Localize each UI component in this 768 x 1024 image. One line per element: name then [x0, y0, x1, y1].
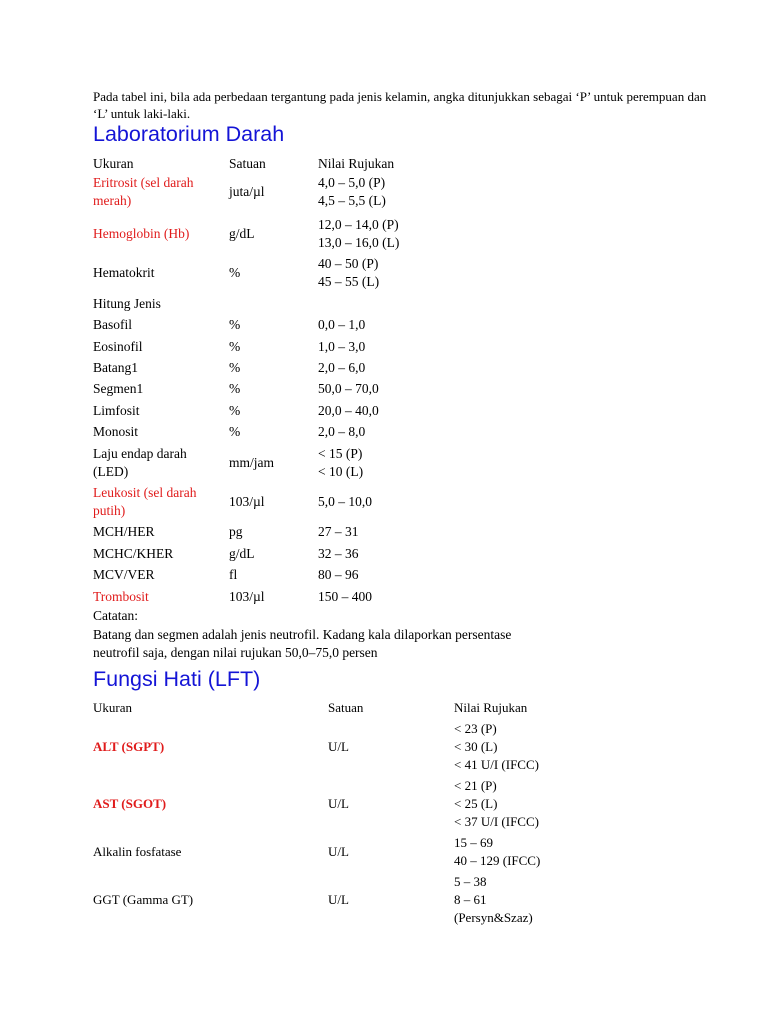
table-row: [93, 380, 733, 398]
measure-name: Basofil: [93, 317, 132, 332]
reference-values: [318, 566, 518, 584]
reference-line: < 37 U/I (IFCC): [454, 814, 539, 829]
reference-values: [318, 445, 518, 481]
table-row: [93, 834, 733, 870]
table-row: [93, 174, 733, 210]
reference-values: [454, 834, 654, 870]
table-row: [93, 588, 733, 606]
reference-values: [454, 777, 654, 831]
measure-name: Leukosit (sel darah putih): [93, 485, 197, 518]
unit: %: [229, 360, 241, 375]
measure-name: Trombosit: [93, 589, 149, 604]
reference-line: 50,0 – 70,0: [318, 381, 379, 396]
reference-values: [318, 359, 518, 377]
measure-name: ALT (SGPT): [93, 739, 165, 754]
reference-line: 32 – 36: [318, 546, 359, 561]
reference-line: 1,0 – 3,0: [318, 339, 366, 354]
reference-values: [318, 380, 518, 398]
reference-line: (Persyn&Szaz): [454, 910, 533, 925]
unit: U/L: [328, 844, 349, 859]
table-row: [93, 255, 733, 291]
unit: %: [229, 424, 241, 439]
unit: %: [229, 265, 241, 280]
reference-line: 20,0 – 40,0: [318, 403, 379, 418]
note-text: Batang dan segmen adalah jenis neutrofil. Kadang kala dilaporkan persentase neutrofil saja, dengan nilai rujukan 50,0–75,0 persen: [93, 627, 512, 660]
reference-line: 40 – 50 (P): [318, 256, 379, 271]
measure-name: Limfosit: [93, 403, 140, 418]
reference-line: 2,0 – 8,0: [318, 424, 366, 439]
reference-line: < 15 (P): [318, 446, 363, 461]
measure-name: Monosit: [93, 424, 139, 439]
table-row: [93, 338, 733, 356]
table-row: [93, 316, 733, 334]
unit: 103/µl: [229, 589, 265, 604]
reference-line: 15 – 69: [454, 835, 493, 850]
unit: %: [229, 339, 241, 354]
reference-line: 27 – 31: [318, 524, 359, 539]
unit: g/dL: [229, 546, 255, 561]
unit: U/L: [328, 892, 349, 907]
measure-name: Hematokrit: [93, 265, 155, 280]
reference-line: 45 – 55 (L): [318, 274, 380, 289]
measure-name: MCV/VER: [93, 567, 155, 582]
unit: %: [229, 381, 241, 396]
reference-values: [318, 174, 518, 210]
note-label: Catatan:: [93, 608, 138, 623]
header-reference: Nilai Rujukan: [454, 700, 528, 715]
header-measure: Ukuran: [93, 156, 134, 171]
reference-values: [454, 873, 654, 927]
reference-values: [318, 588, 518, 606]
unit: pg: [229, 524, 243, 539]
unit: mm/jam: [229, 455, 274, 470]
measure-name: Batang1: [93, 360, 138, 375]
header-unit: Satuan: [229, 156, 266, 171]
table-row: [93, 777, 733, 831]
table-row: [93, 523, 733, 541]
section-heading-liver-function: Fungsi Hati (LFT): [93, 667, 261, 691]
unit: U/L: [328, 796, 349, 811]
reference-values: [318, 523, 518, 541]
table-header-row: [93, 155, 733, 173]
measure-name: MCHC/KHER: [93, 546, 174, 561]
table-row: [93, 445, 733, 481]
reference-values: [318, 316, 518, 334]
reference-line: 0,0 – 1,0: [318, 317, 366, 332]
reference-line: < 10 (L): [318, 464, 364, 479]
unit: 103/µl: [229, 494, 265, 509]
measure-name: Eosinofil: [93, 339, 143, 354]
table-row: [93, 545, 733, 563]
reference-line: < 41 U/I (IFCC): [454, 757, 539, 772]
intro-paragraph: Pada tabel ini, bila ada perbedaan tergantung pada jenis kelamin, angka ditunjukkan sebagai ‘P’ untuk perempuan dan ‘L’ untuk laki-laki.: [93, 89, 707, 121]
measure-name: Alkalin fosfatase: [93, 844, 182, 859]
reference-line: 12,0 – 14,0 (P): [318, 217, 399, 232]
reference-line: 5,0 – 10,0: [318, 494, 372, 509]
reference-line: < 21 (P): [454, 778, 497, 793]
reference-line: 5 – 38: [454, 874, 487, 889]
reference-values: [318, 493, 518, 511]
reference-line: 8 – 61: [454, 892, 487, 907]
table-row: [93, 295, 733, 313]
reference-values: [318, 338, 518, 356]
measure-name: Hemoglobin (Hb): [93, 226, 190, 241]
reference-line: 40 – 129 (IFCC): [454, 853, 541, 868]
measure-name: MCH/HER: [93, 524, 155, 539]
reference-line: < 30 (L): [454, 739, 498, 754]
reference-values: [318, 423, 518, 441]
reference-line: 80 – 96: [318, 567, 359, 582]
header-reference: Nilai Rujukan: [318, 156, 395, 171]
table-row: [93, 402, 733, 420]
table-row: [93, 484, 733, 520]
reference-line: 4,0 – 5,0 (P): [318, 175, 386, 190]
table-row: [93, 566, 733, 584]
reference-line: < 25 (L): [454, 796, 498, 811]
table-row: [93, 359, 733, 377]
reference-values: [318, 545, 518, 563]
reference-values: [318, 255, 518, 291]
reference-line: < 23 (P): [454, 721, 497, 736]
header-unit: Satuan: [328, 700, 364, 715]
unit: %: [229, 317, 241, 332]
reference-line: 150 – 400: [318, 589, 372, 604]
unit: g/dL: [229, 226, 255, 241]
table-header-row: [93, 699, 733, 717]
table-row: [93, 873, 733, 927]
measure-name: Hitung Jenis: [93, 296, 161, 311]
table-row: [93, 216, 733, 252]
reference-line: 4,5 – 5,5 (L): [318, 193, 386, 208]
unit: fl: [229, 567, 238, 582]
measure-name: GGT (Gamma GT): [93, 892, 194, 907]
measure-name: Laju endap darah (LED): [93, 446, 187, 479]
reference-values: [318, 402, 518, 420]
reference-line: 13,0 – 16,0 (L): [318, 235, 400, 250]
unit: juta/µl: [229, 184, 265, 199]
section-heading-blood-lab: Laboratorium Darah: [93, 122, 285, 146]
reference-values: [454, 720, 654, 774]
table-row: [93, 423, 733, 441]
measure-name: Segmen1: [93, 381, 144, 396]
unit: U/L: [328, 739, 349, 754]
measure-name: AST (SGOT): [93, 796, 167, 811]
measure-name: Eritrosit (sel darah merah): [93, 175, 194, 208]
reference-line: 2,0 – 6,0: [318, 360, 366, 375]
reference-values: [318, 216, 518, 252]
table-row: [93, 720, 733, 774]
unit: %: [229, 403, 241, 418]
header-measure: Ukuran: [93, 700, 132, 715]
